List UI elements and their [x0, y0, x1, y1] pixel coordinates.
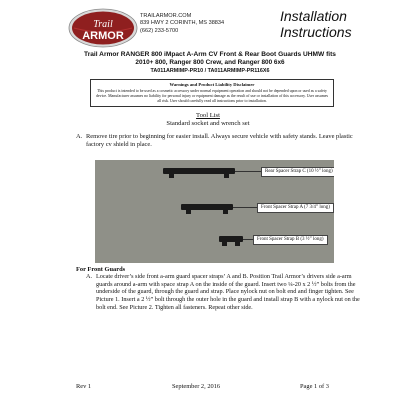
front-guards-step-a-number: A. — [86, 273, 93, 280]
footer-rev: Rev 1 — [76, 383, 92, 390]
document-heading-line2: Instructions — [280, 24, 352, 40]
logo-word-trail: Trail — [93, 19, 113, 30]
footer-page: Page 1 of 3 — [300, 383, 329, 390]
front-guards-heading: For Front Guards — [76, 266, 126, 273]
strap-a-image — [181, 204, 233, 210]
step-a-number: A. — [76, 133, 83, 140]
warning-body: This product is intended to be used as a cosmetic accessory under normal equipment operation and should not be depended upon or used as a safety device. Manufacturer assumes no liability for personal injury or equipment damage as the result of use or installation of this accessory. User assumes all risk. User should carefully read all instructions prior to installation. — [95, 89, 329, 103]
logo-word-armor: ARMOR — [82, 30, 124, 42]
footer-date: September 2, 2016 — [172, 383, 221, 390]
tool-list-items: Standard socket and wrench set — [166, 120, 250, 127]
spacer-straps-photo — [95, 160, 334, 263]
logo-badge — [68, 8, 138, 48]
company-website: TRAILARMOR.COM — [140, 13, 192, 19]
step-a — [76, 133, 356, 149]
tool-list-heading: Tool List — [196, 112, 220, 119]
strap-c-image — [163, 168, 235, 174]
document-heading-line1: Installation — [280, 8, 347, 24]
warning-disclaimer-box — [90, 79, 334, 107]
strap-b-label: Front Spacer Strap B (3 ½” long) — [253, 235, 328, 245]
strap-c-label: Rear Spacer Strap C (10 ½” long) — [261, 167, 334, 177]
product-title-line2: 2010+ 800, Ranger 800 Crew, and Ranger 800 6x6 — [135, 59, 285, 67]
front-guards-step-a — [86, 273, 360, 312]
step-a-text: Remove tire prior to beginning for easier install. Always secure vehicle with safety stands. Leave plastic factory cv shield in place. — [86, 133, 353, 148]
warning-title: Warnings and Product Liability Disclaimer — [169, 82, 255, 87]
strap-b-leader — [243, 239, 253, 240]
company-address: 839 HWY 2 CORINTH, MS 38834 — [140, 20, 225, 27]
strap-c-leader — [235, 171, 261, 172]
strap-a-label: Front Spacer Strap A (7 3/4” long) — [257, 203, 334, 213]
trail-armor-logo — [68, 8, 138, 48]
product-title — [60, 51, 360, 75]
front-guards-step-a-text: Locate driver’s side front a-arm guard spacer straps’ A and B. Position Trail Armor’s drivers side a-arm guards around a-arm with space strap A on the inside of the guard. Insert two ¼-20 x 2 ½” bolts from the underside of the guard, through the guard and strap. Place nylock nut on bolt end and finger tighten. See Picture 1. Insert a 2 ½” bolt through the outer hole in the guard and install strap B with a nylock nut on the bolt end. See Picture 2. Tighten all fasteners. Repeat other side. — [96, 273, 360, 311]
company-info — [140, 13, 224, 35]
product-part-numbers: TA011ARMIMP-PR10 / TA011ARMIMP-PR116X6 — [150, 67, 270, 74]
document-heading — [280, 8, 392, 40]
company-phone: (662) 233-5700 — [140, 27, 179, 34]
product-title-line1: Trail Armor RANGER 800 iMpact A-Arm CV Front & Rear Boot Guards UHMW fits — [84, 51, 336, 58]
strap-a-leader — [233, 207, 257, 208]
strap-b-image — [219, 236, 243, 242]
